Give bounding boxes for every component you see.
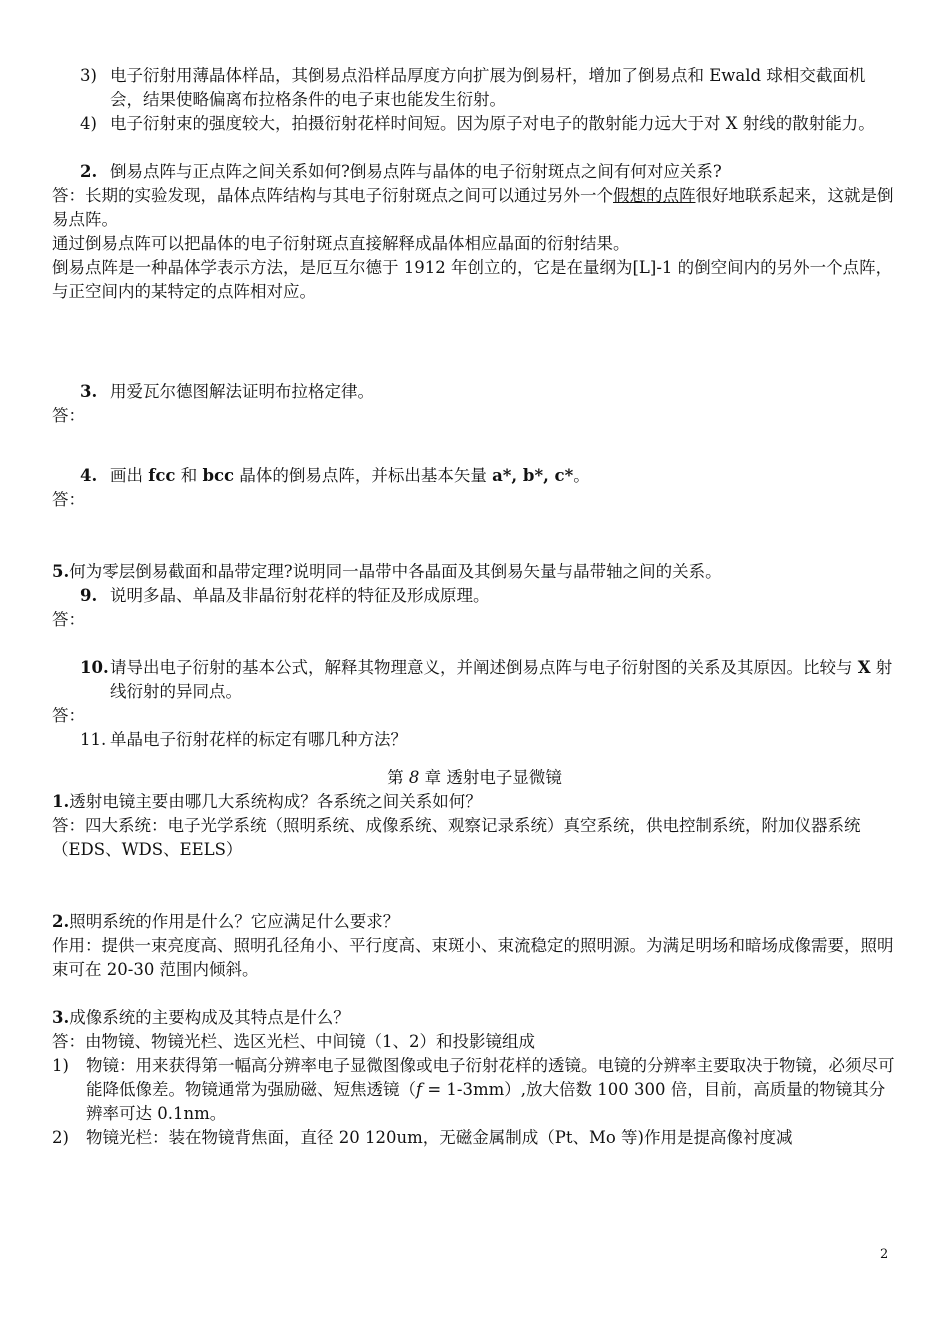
list-item (52, 112, 897, 136)
question-number: 1. (52, 792, 70, 811)
answer-paragraph: 通过倒易点阵可以把晶体的电子衍射斑点直接解释成晶体相应晶面的衍射结果。 (52, 234, 630, 253)
question-number: 10. (80, 658, 109, 677)
list-text: 电子衍射束的强度较大，拍摄衍射花样时间短。因为原子对电子的散射能力远大于对 X 射线的散射能力。 (110, 114, 875, 133)
answer-paragraph: 作用：提供一束亮度高、照明孔径角小、平行度高、束斑小、束流稳定的照明源。为满足明场和暗场成像需要，照明束可在 20-30 范围内倾斜。 (52, 936, 894, 979)
list-number: 1) (52, 1056, 69, 1075)
bold-vectors: a*, b*, c* (492, 466, 574, 485)
list-text: 物镜光栏：装在物镜背焦面，直径 20 120um，无磁金属制成（Pt、Mo 等)作用是提高像衬度减 (86, 1128, 793, 1147)
list-text: = 1-3mm）,放大倍数 100 300 倍，目前，高质量的物镜其分辨率可达 0.1nm。 (86, 1080, 886, 1123)
question-text: 透射电镜主要由哪几大系统构成？各系统之间关系如何？ (69, 792, 482, 811)
question-text: 倒易点阵与正点阵之间关系如何?倒易点阵与晶体的电子衍射斑点之间有何对应关系? (110, 162, 722, 181)
question-3 (52, 380, 897, 404)
question-text: 晶体的倒易点阵，并标出基本矢量 (234, 466, 493, 485)
list-number: 4) (80, 114, 97, 133)
focal-symbol: f (416, 1080, 423, 1099)
answer-text: 很好地联系起来，这就是倒易点阵。 (52, 186, 894, 229)
question-text: 和 (175, 466, 203, 485)
answer-paragraph: 答：由物镜、物镜光栏、选区光栏、中间镜（1、2）和投影镜组成 (52, 1032, 535, 1051)
chapter-title: 章 透射电子显微镜 (419, 768, 562, 787)
chapter-question-1 (52, 790, 897, 814)
question-number: 3. (80, 382, 98, 401)
chapter-question-2 (52, 910, 897, 934)
question-text: 照明系统的作用是什么？它应满足什么要求？ (69, 912, 400, 931)
underlined-term: 假想的点阵 (613, 186, 696, 205)
chapter-prefix: 第 (387, 768, 409, 787)
question-text: 说明多晶、单晶及非晶衍射花样的特征及形成原理。 (110, 586, 490, 605)
answer-paragraph (52, 184, 897, 232)
question-11 (52, 728, 897, 752)
question-text: 请导出电子衍射的基本公式，解释其物理意义，并阐述倒易点阵与电子衍射图的关系及其原因。比较与 (110, 658, 858, 677)
list-text: 电子衍射用薄晶体样品，其倒易点沿样品厚度方向扩展为倒易杆，增加了倒易点和 Ewald 球相交截面机会，结果使略偏离布拉格条件的电子束也能发生衍射。 (110, 66, 866, 109)
question-text: 用爱瓦尔德图解法证明布拉格定律。 (110, 382, 374, 401)
question-number: 4. (80, 466, 98, 485)
question-10 (52, 656, 897, 704)
answer-paragraph: 答：四大系统：电子光学系统（照明系统、成像系统、观察记录系统）真空系统，供电控制系统，附加仪器系统（EDS、WDS、EELS） (52, 816, 861, 859)
bold-term: bcc (202, 466, 235, 485)
document-page (52, 64, 897, 1150)
question-text: 何为零层倒易截面和晶带定理?说明同一晶带中各晶面及其倒易矢量与晶带轴之间的关系。 (69, 562, 722, 581)
question-number: 3. (52, 1008, 70, 1027)
list-text: 物镜：用来获得第一幅高分辨率电子显微图像或电子衍射花样的透镜。电镜的分辨率主要取决于物镜，必须尽可能降低像差。物镜通常为强励磁、短焦透镜（ (86, 1056, 895, 1099)
question-4 (52, 464, 897, 488)
chapter-heading (52, 766, 897, 790)
question-9 (52, 584, 897, 608)
question-text: 。 (573, 466, 590, 485)
answer-text: 答：长期的实验发现，晶体点阵结构与其电子衍射斑点之间可以通过另外一个 (52, 186, 613, 205)
question-number: 5. (52, 562, 70, 581)
list-item (52, 64, 897, 112)
answer-label: 答： (52, 490, 85, 509)
question-5 (52, 560, 897, 584)
list-number: 2) (52, 1128, 69, 1147)
question-2 (52, 160, 897, 184)
answer-label: 答： (52, 406, 85, 425)
question-text: 单晶电子衍射花样的标定有哪几种方法？ (110, 730, 407, 749)
question-number: 9. (80, 586, 98, 605)
question-text: 射线衍射的异同点。 (110, 658, 893, 701)
chapter-question-3 (52, 1006, 897, 1030)
list-number: 3) (80, 66, 97, 85)
question-number: 11. (80, 730, 107, 749)
chapter-number: 8 (408, 768, 420, 787)
list-item (52, 1126, 897, 1150)
answer-paragraph: 倒易点阵是一种晶体学表示方法，是厄互尔德于 1912 年创立的，它是在量纲为[L]-1 的倒空间内的另外一个点阵，与正空间内的某特定的点阵相对应。 (52, 258, 893, 301)
answer-label: 答： (52, 706, 85, 725)
bold-term: fcc (148, 466, 176, 485)
page-number: 2 (880, 1247, 889, 1262)
list-item (52, 1054, 897, 1126)
question-number: 2. (80, 162, 98, 181)
answer-label: 答： (52, 610, 85, 629)
bold-term: X (857, 658, 871, 677)
question-number: 2. (52, 912, 70, 931)
question-text: 成像系统的主要构成及其特点是什么？ (69, 1008, 350, 1027)
question-text: 画出 (110, 466, 149, 485)
